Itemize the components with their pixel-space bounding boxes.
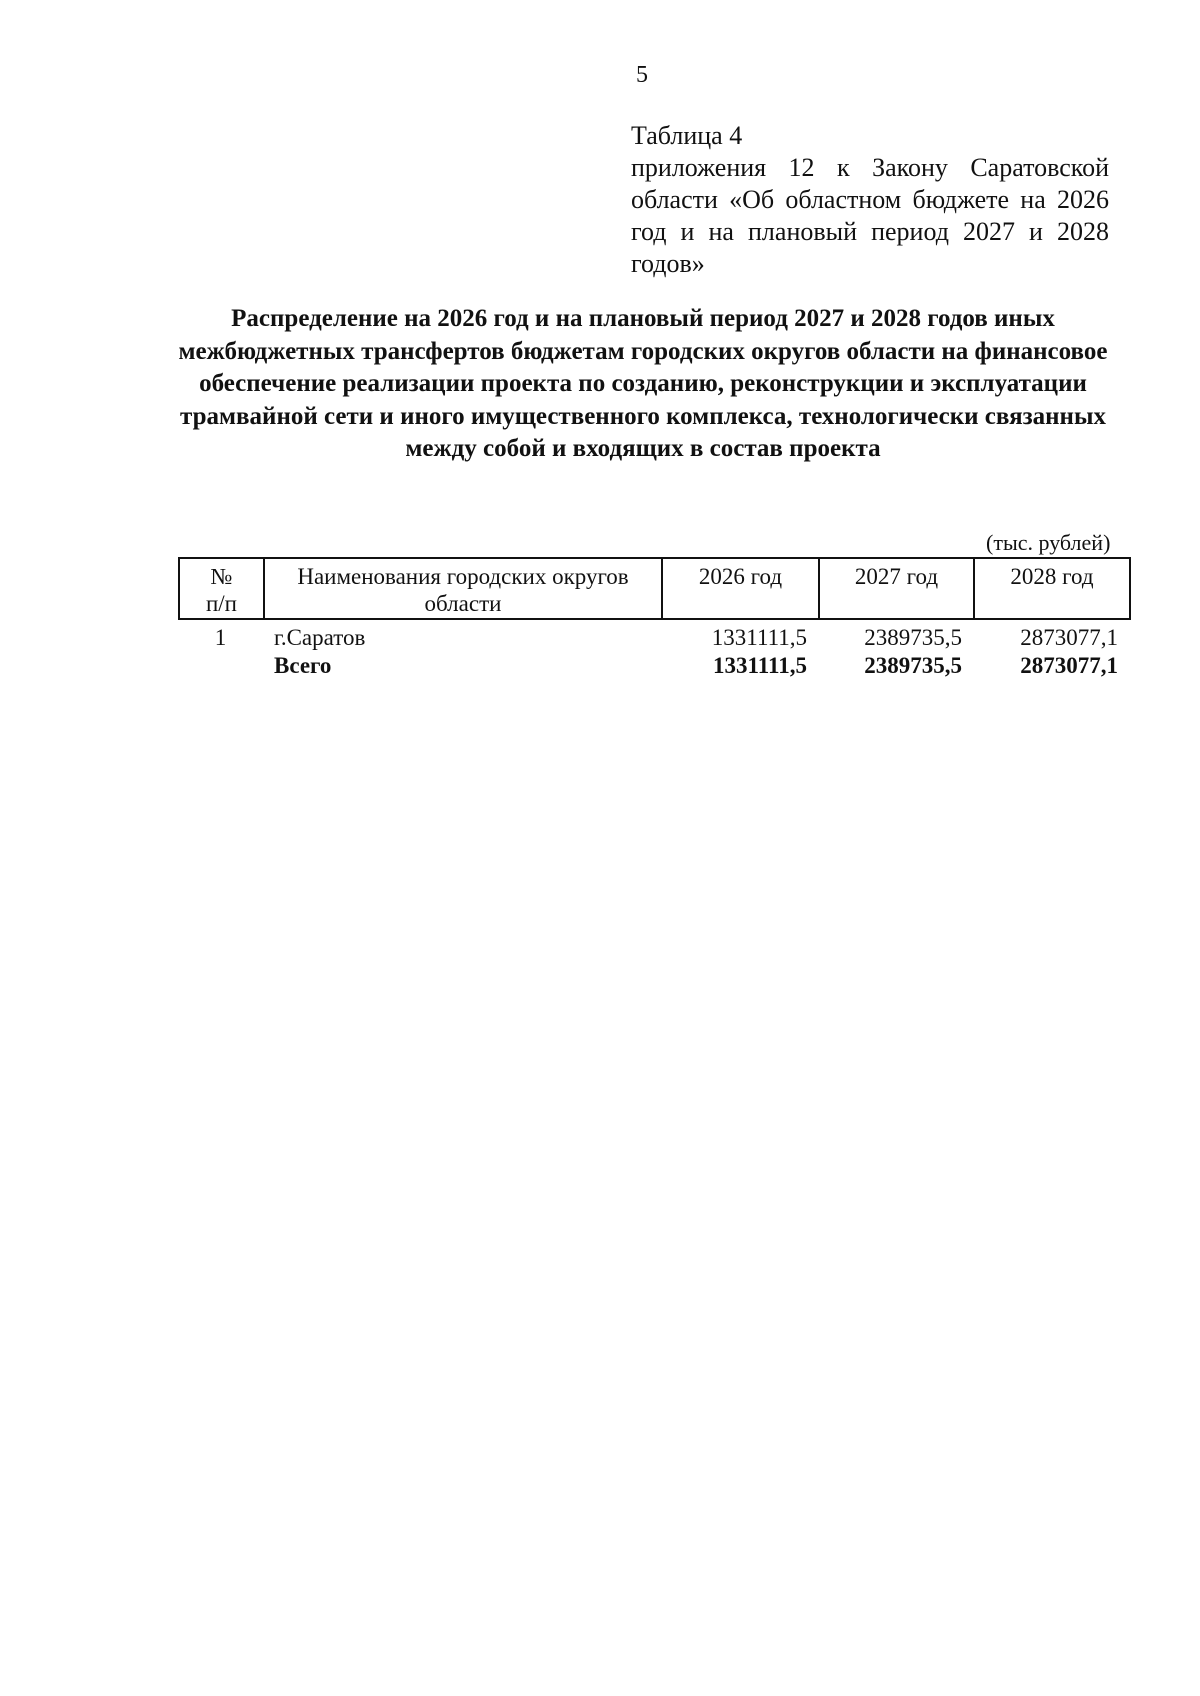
appendix-reference-text: приложения 12 к Закону Саратовской области «Об областном бюджете на 2026 год и на плановый период 2027 и 2028 годов»: [631, 153, 1109, 278]
header-number-line1: №: [210, 564, 233, 589]
table-header-row: [179, 558, 1130, 619]
table-label: Таблица 4: [631, 121, 743, 150]
transfers-table: [178, 557, 1131, 680]
header-year-2026: 2026 год: [662, 558, 819, 619]
row-number: 1: [214, 625, 227, 650]
row-value-2027: 2389735,5: [864, 625, 962, 650]
document-title: Распределение на 2026 год и на плановый период 2027 и 2028 годов иных межбюджетных трансфертов бюджетам городских округов области на финансовое обеспечение реализации проекта по созданию, реконструкции и эксплуатации трамвайной сети и иного имущественного комплекса, технологически связанных между собой и входящих в состав проекта: [178, 305, 1108, 462]
row-value-2026: 1331111,5: [711, 625, 807, 650]
table-row: [179, 619, 1130, 652]
unit-label: (тыс. рублей): [986, 530, 1111, 555]
page-number: 5: [636, 62, 648, 88]
total-value-2027: 2389735,5: [864, 653, 962, 678]
total-value-2028: 2873077,1: [1020, 653, 1118, 678]
header-year-2028: 2028 год: [974, 558, 1130, 619]
header-number: [179, 558, 264, 619]
row-value-2028: 2873077,1: [1020, 625, 1118, 650]
header-year-2027: 2027 год: [819, 558, 974, 619]
header-name-line1: Наименования городских округов: [297, 564, 629, 589]
appendix-reference-block: [631, 120, 1109, 280]
total-label: Всего: [274, 653, 332, 678]
total-number-empty: [179, 652, 264, 680]
header-district-name: [264, 558, 662, 619]
table-total-row: [179, 652, 1130, 680]
total-value-2026: 1331111,5: [713, 653, 807, 678]
row-district-name: г.Саратов: [274, 625, 366, 650]
header-number-line2: п/п: [205, 591, 237, 616]
header-name-line2: области: [424, 591, 502, 616]
